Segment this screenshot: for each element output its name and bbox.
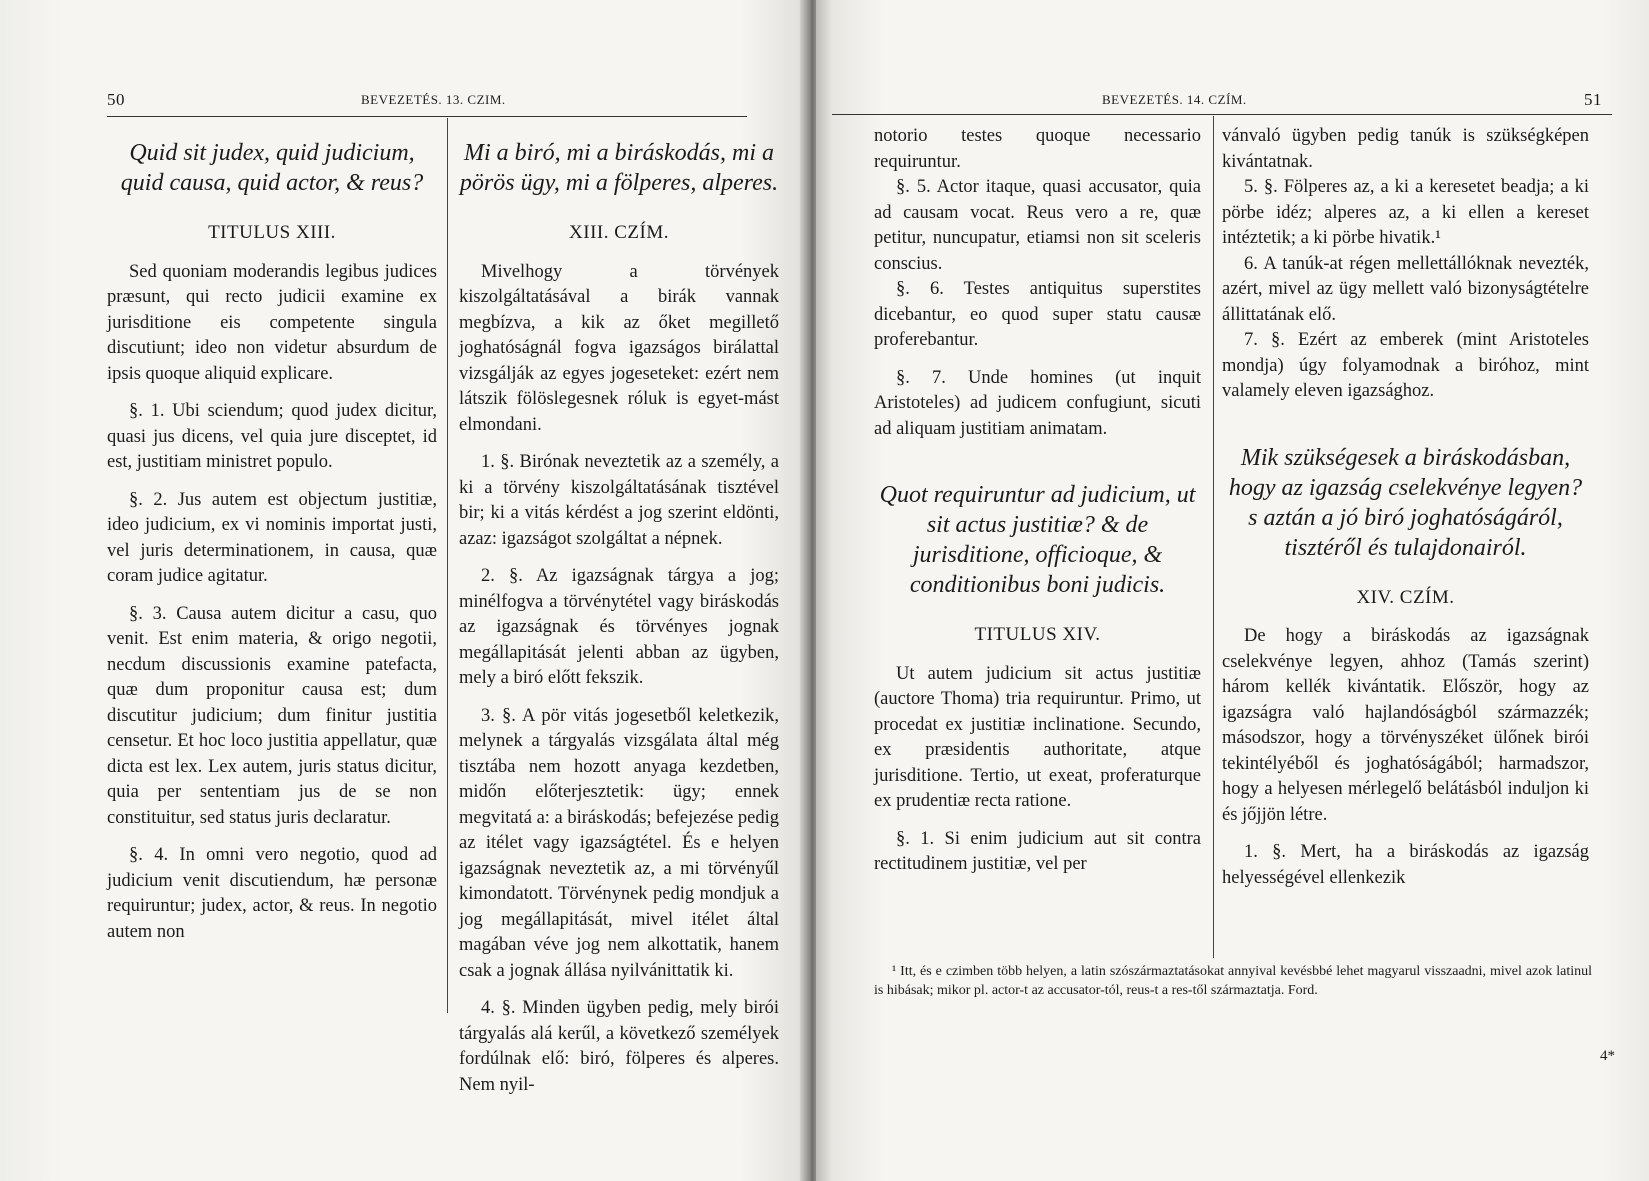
paragraph: §. 4. In omni vero negotio, quod ad judicium venit discutiendum, hæ personæ requiruntur; judex, actor, & reus. In negotio autem non (107, 845, 437, 942)
paragraph: vánvaló ügyben pedig tanúk is szükségképen kivántatnak. (1222, 126, 1589, 172)
chapter-title: TITULUS XIII. (208, 222, 336, 243)
hungarian-column (459, 138, 779, 1098)
paragraph: §. 3. Causa autem dicitur a casu, quo venit. Est enim materia, & origo negotii, necdum discussionis examine patefacta, quæ dum proponitur causa est; dum discutitur judicium; dum finitur justitia censetur. Et hoc loco justitia appellatur, quæ dicta est lex. Lex autem, juris status dicitur, quia per sententiam jus de se non constituitur, sed status juris declaratur. (107, 603, 437, 828)
paragraph: notorio testes quoque necessario requiruntur. (874, 126, 1201, 172)
paragraph: 4. §. Minden ügyben pedig, mely birói tárgyalás alá kerűl, a következő személyek fordúlnak elő: biró, fölperes és alperes. Nem nyil- (459, 998, 779, 1095)
paragraph: §. 2. Jus autem est objectum justitiæ, ideo judicium, ex vi nominis importat justi, vel juris determinationem, in causa, quæ coram judice agitatur. (107, 489, 437, 586)
column-divider (447, 118, 448, 1013)
footnote: ¹ Itt, és e czimben több helyen, a latin szószármaztatásokat annyival kevésbbé lehet magyarul visszaadni, mivel azok latinul is hibásak; mikor pl. actor-t az accusator-tól, reus-t a res-től származtatja. Ford. (874, 964, 1592, 998)
chapter-heading: Mi a biró, mi a biráskodás, mi a pörös ügy, mi a fölperes, alperes. (459, 140, 779, 196)
paragraph: §. 1. Ubi sciendum; quod judex dicitur, quasi jus dicens, vel quia jure disceptet, id est, justitiam ministret populo. (107, 401, 437, 472)
paragraph: 2. §. Az igazságnak tárgya a jog; minélfogva a törvénytétel vagy biráskodás az igazságnak és törvényes jognak megállapitását jelenti abban az ügyben, mely a biró előtt fekszik. (459, 566, 779, 688)
column-divider (1213, 116, 1214, 958)
paragraph: 1. §. Birónak neveztetik az a személy, a ki a törvény kiszolgáltatásának tisztével bir; ki a vitás kérdést a jog szerint eldönti, azaz: igazságot szolgáltat a népnek. (459, 452, 779, 549)
paragraph: 7. §. Ezért az emberek (mint Aristoteles mondja) úgy folyamodnak a biróhoz, mint valamely eleven igazsághoz. (1222, 330, 1589, 401)
paragraph: Sed quoniam moderandis legibus judices præsunt, qui recto judicii examine ex jurisditione eis competente singula discutiunt; ideo non videtur absurdum de ipsis quoque aliquid explicare. (107, 261, 437, 384)
header-rule (107, 116, 747, 117)
header-rule (832, 114, 1612, 115)
paragraph: 3. §. A pör vitás jogesetből keletkezik, melynek a tárgyalás vizsgálata által még tisztába nem hozott anyaga kezdetben, midőn előterjesztetik: ügy; ennek megvitatá a: a biráskodás; befejezése pedig az itélet vagy igazságtétel. És e helyen igazságnak neveztetik az, a mi törvényűl kimondatott. Törvénynek pedig mondjuk a jog megállapitását, mivel itélet által magában véve jog nem alkottatik, hanem csak a jognak állása nyilvánittatik ki. (459, 705, 780, 981)
chapter-title: XIII. CZÍM. (569, 222, 669, 243)
paragraph: §. 1. Si enim judicium aut sit contra rectitudinem justitiæ, vel per (874, 828, 1201, 874)
running-head: BEVEZETÉS. 13. CZIM. (361, 92, 506, 107)
right-page-header (832, 92, 1602, 116)
paragraph: §. 5. Actor itaque, quasi accusator, quia ad causam vocat. Reus vero a re, quæ petitur, nuncupatur, etiamsi non sit sceleris conscius. (874, 177, 1201, 274)
hungarian-column (1222, 124, 1589, 891)
chapter-title: TITULUS XIV. (974, 624, 1101, 645)
page-number: 51 (1584, 90, 1602, 109)
chapter-heading: Quid sit judex, quid judicium, quid causa, quid actor, & reus? (120, 140, 424, 196)
chapter-heading: Quot requiruntur ad judicium, ut sit actus justitiæ? & de jurisditione, officioque, & conditionibus boni judicis. (879, 482, 1196, 598)
paragraph: §. 6. Testes antiquitus superstites dicebantur, eo quod super statu causæ proferebantur. (874, 279, 1201, 350)
chapter-heading: Mik szükségesek a biráskodásban, hogy az igazság cselekvénye legyen? s aztán a jó biró joghatóságáról, tisztéről és tulajdonairól. (1228, 444, 1583, 561)
latin-column (874, 124, 1201, 878)
paragraph: 1. §. Mert, ha a biráskodás az igazság helyességével ellenkezik (1222, 842, 1589, 888)
paragraph: 5. §. Fölperes az, a ki a keresetet beadja; a ki pörbe idéz; alperes az, a ki ellen a kereset intéztetik; a ki pörbe hivatik.¹ (1222, 177, 1589, 248)
running-head: BEVEZETÉS. 14. CZÍM. (1102, 92, 1247, 107)
paragraph: §. 7. Unde homines (ut inquit Aristoteles) ad judicem confugiunt, sicuti ad aliquam justitiam animatam. (874, 367, 1201, 439)
paragraph: Ut autem judicium sit actus justitiæ (auctore Thoma) tria requiruntur. Primo, ut procedat ex justitiæ inclinatione. Secundo, ex præsidentis authoritate, atque jurisditione. Tertio, ut exeat, proferaturque ex prudentiæ recta ratione. (874, 663, 1201, 811)
right-page (816, 0, 1649, 1181)
paragraph: De hogy a biráskodás az igazságnak cselekvénye legyen, ahhoz (Tamás szerint) három kellék kivántatik. Először, hogy az igazságra való hajlandóságból származzék; másodszor, hogy a törvényszéket ülőnek birói tekintélyéből és joghatóságából; harmadszor, hogy a helyesen mérlegelő belátásból induljon ki és jőjjön létre. (1222, 626, 1589, 825)
paragraph: 6. A tanúk-at régen mellettállóknak nevezték, azért, mivel az ügy mellett való bizonyságtételre állittatának elő. (1222, 253, 1589, 325)
left-page (0, 0, 806, 1181)
latin-column (107, 138, 437, 945)
chapter-title: XIV. CZÍM. (1356, 586, 1455, 608)
left-page-header (107, 92, 747, 116)
paragraph: Mivelhogy a törvények kiszolgáltatásával a birák vannak megbízva, a kik az őket megillető joghatóságnál fogva igazságos birálattal vizsgálják az egyes jogeseteket: ezért nem látszik fölöslegesnek róluk is egyet-mást elmondani. (459, 261, 779, 435)
signature-mark: 4* (1600, 1048, 1615, 1064)
page-number: 50 (107, 90, 125, 109)
